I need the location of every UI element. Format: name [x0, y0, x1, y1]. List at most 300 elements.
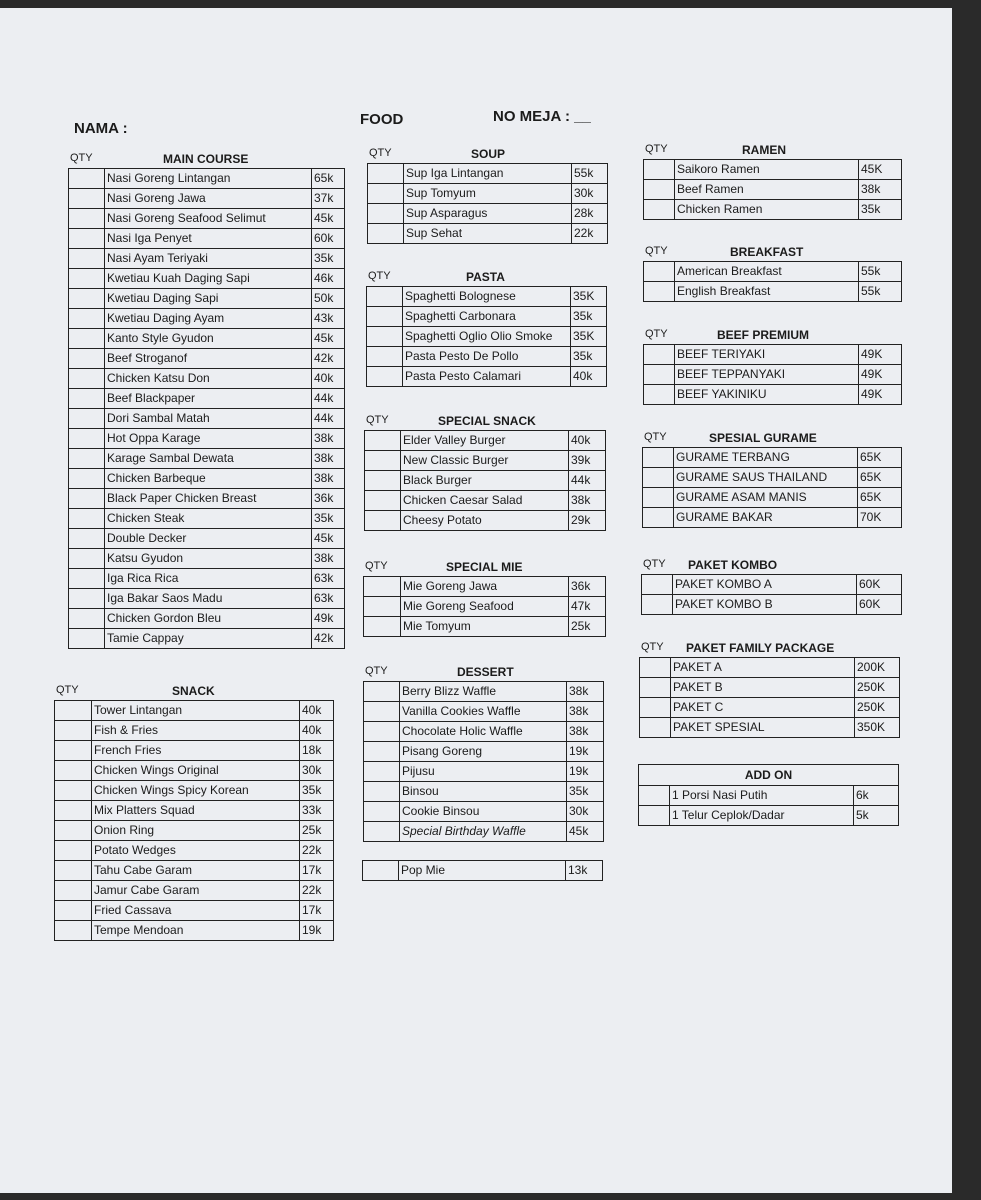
- menu-table: [363, 681, 604, 842]
- item-price: 35k: [571, 347, 607, 367]
- item-price: 35K: [571, 287, 607, 307]
- menu-row: [69, 589, 345, 609]
- qty-input-cell[interactable]: [363, 861, 399, 881]
- qty-input-cell[interactable]: [644, 385, 675, 405]
- item-price: 35k: [300, 781, 334, 801]
- item-name: Kanto Style Gyudon: [105, 329, 312, 349]
- section-title: SOUP: [471, 147, 506, 161]
- menu-row: [644, 282, 902, 302]
- item-name: PAKET A: [671, 658, 855, 678]
- menu-table: [363, 576, 606, 637]
- qty-input-cell[interactable]: [364, 742, 400, 762]
- menu-row: [55, 741, 334, 761]
- item-price: 28k: [572, 204, 608, 224]
- qty-input-cell[interactable]: [365, 511, 401, 531]
- section-main-course: [68, 150, 345, 649]
- menu-row: [69, 269, 345, 289]
- item-name: PAKET KOMBO B: [673, 595, 857, 615]
- item-price: 22k: [572, 224, 608, 244]
- nama-label: NAMA :: [74, 120, 128, 137]
- menu-table: [639, 657, 900, 738]
- menu-row: [644, 200, 902, 220]
- qty-input-cell[interactable]: [364, 722, 400, 742]
- qty-label: QTY: [365, 560, 388, 572]
- qty-input-cell[interactable]: [368, 164, 404, 184]
- qty-input-cell[interactable]: [364, 617, 401, 637]
- item-name: Dori Sambal Matah: [105, 409, 312, 429]
- item-price: 50k: [312, 289, 345, 309]
- item-name: BEEF TERIYAKI: [675, 345, 859, 365]
- section-add-on: [638, 764, 899, 826]
- qty-input-cell[interactable]: [640, 678, 671, 698]
- item-price: 49k: [312, 609, 345, 629]
- item-name: PAKET B: [671, 678, 855, 698]
- item-price: 43k: [312, 309, 345, 329]
- item-name: Vanilla Cookies Waffle: [400, 702, 567, 722]
- item-price: 37k: [312, 189, 345, 209]
- qty-input-cell[interactable]: [69, 469, 105, 489]
- item-name: Spaghetti Carbonara: [403, 307, 571, 327]
- item-price: 35k: [571, 307, 607, 327]
- section-title: BEEF PREMIUM: [717, 328, 810, 342]
- item-name: Sup Iga Lintangan: [404, 164, 572, 184]
- item-price: 49K: [859, 345, 902, 365]
- qty-input-cell[interactable]: [640, 658, 671, 678]
- section-title: PASTA: [466, 270, 505, 284]
- item-name: Kwetiau Daging Sapi: [105, 289, 312, 309]
- menu-row: [55, 881, 334, 901]
- item-name: Katsu Gyudon: [105, 549, 312, 569]
- menu-table: [643, 344, 902, 405]
- item-name: GURAME SAUS THAILAND: [674, 468, 858, 488]
- item-price: 19k: [567, 762, 604, 782]
- food-heading: FOOD: [360, 111, 404, 128]
- qty-input-cell[interactable]: [69, 409, 105, 429]
- menu-row: [364, 822, 604, 842]
- item-price: 250K: [855, 698, 900, 718]
- section-spesial-gurame: [642, 429, 902, 528]
- item-name: Chicken Wings Spicy Korean: [92, 781, 300, 801]
- section-title: RAMEN: [742, 143, 786, 157]
- item-name: Spaghetti Bolognese: [403, 287, 571, 307]
- section-header: [639, 639, 899, 657]
- qty-input-cell[interactable]: [69, 609, 105, 629]
- item-name: Pasta Pesto De Pollo: [403, 347, 571, 367]
- qty-label: QTY: [56, 684, 79, 696]
- menu-row: [365, 491, 606, 511]
- qty-input-cell[interactable]: [367, 307, 403, 327]
- item-price: 35K: [571, 327, 607, 347]
- menu-row: [365, 431, 606, 451]
- qty-label: QTY: [368, 270, 391, 282]
- qty-input-cell[interactable]: [364, 702, 400, 722]
- qty-input-cell[interactable]: [69, 249, 105, 269]
- qty-input-cell[interactable]: [640, 718, 671, 738]
- qty-input-cell[interactable]: [364, 782, 400, 802]
- section-header: [363, 558, 605, 576]
- item-name: Tamie Cappay: [105, 629, 312, 649]
- menu-row: [364, 782, 604, 802]
- qty-input-cell[interactable]: [55, 801, 92, 821]
- item-name: 1 Telur Ceplok/Dadar: [670, 806, 854, 826]
- menu-table: [366, 286, 607, 387]
- section-pop-mie: [362, 860, 603, 881]
- qty-input-cell[interactable]: [55, 741, 92, 761]
- item-price: 40k: [312, 369, 345, 389]
- item-name: Sup Asparagus: [404, 204, 572, 224]
- menu-row: [365, 471, 606, 491]
- item-name: Onion Ring: [92, 821, 300, 841]
- menu-row: [639, 786, 899, 806]
- qty-input-cell[interactable]: [367, 367, 403, 387]
- section-title: SNACK: [172, 684, 215, 698]
- menu-row: [368, 224, 608, 244]
- section-special-mie: [363, 558, 606, 637]
- qty-input-cell[interactable]: [368, 224, 404, 244]
- item-price: 38k: [859, 180, 902, 200]
- item-price: 38k: [312, 429, 345, 449]
- qty-input-cell[interactable]: [639, 806, 670, 826]
- qty-input-cell[interactable]: [69, 389, 105, 409]
- qty-input-cell[interactable]: [69, 489, 105, 509]
- item-name: Chicken Katsu Don: [105, 369, 312, 389]
- qty-input-cell[interactable]: [69, 549, 105, 569]
- qty-input-cell[interactable]: [55, 861, 92, 881]
- menu-row: [367, 347, 607, 367]
- qty-input-cell[interactable]: [644, 282, 675, 302]
- item-price: 46k: [312, 269, 345, 289]
- item-price: 22k: [300, 881, 334, 901]
- item-name: Fish & Fries: [92, 721, 300, 741]
- menu-table: [643, 159, 902, 220]
- item-name: Pop Mie: [399, 861, 566, 881]
- menu-row: [367, 287, 607, 307]
- qty-input-cell[interactable]: [644, 345, 675, 365]
- item-price: 45K: [859, 160, 902, 180]
- item-price: 45k: [312, 209, 345, 229]
- item-name: GURAME BAKAR: [674, 508, 858, 528]
- item-name: Jamur Cabe Garam: [92, 881, 300, 901]
- qty-input-cell[interactable]: [367, 327, 403, 347]
- item-name: Sup Sehat: [404, 224, 572, 244]
- qty-input-cell[interactable]: [69, 209, 105, 229]
- item-price: 38k: [569, 491, 606, 511]
- qty-input-cell[interactable]: [55, 901, 92, 921]
- qty-label: QTY: [644, 431, 667, 443]
- menu-row: [55, 781, 334, 801]
- qty-input-cell[interactable]: [644, 262, 675, 282]
- item-price: 38k: [567, 722, 604, 742]
- menu-row: [642, 575, 902, 595]
- item-name: Saikoro Ramen: [675, 160, 859, 180]
- item-price: 45k: [567, 822, 604, 842]
- qty-input-cell[interactable]: [69, 629, 105, 649]
- qty-input-cell[interactable]: [69, 229, 105, 249]
- menu-order-sheet: [0, 8, 952, 1193]
- qty-input-cell[interactable]: [365, 471, 401, 491]
- item-price: 44k: [312, 389, 345, 409]
- item-price: 60K: [857, 595, 902, 615]
- qty-input-cell[interactable]: [69, 589, 105, 609]
- item-name: Kwetiau Kuah Daging Sapi: [105, 269, 312, 289]
- section-header: [643, 326, 901, 344]
- qty-input-cell[interactable]: [55, 821, 92, 841]
- item-price: 49K: [859, 385, 902, 405]
- qty-input-cell[interactable]: [55, 921, 92, 941]
- item-name: Berry Blizz Waffle: [400, 682, 567, 702]
- item-price: 5k: [854, 806, 899, 826]
- item-name: Mix Platters Squad: [92, 801, 300, 821]
- menu-row: [55, 921, 334, 941]
- item-price: 60K: [857, 575, 902, 595]
- qty-input-cell[interactable]: [69, 169, 105, 189]
- menu-row: [55, 861, 334, 881]
- item-price: 40k: [569, 431, 606, 451]
- item-name: Nasi Iga Penyet: [105, 229, 312, 249]
- item-name: Cookie Binsou: [400, 802, 567, 822]
- item-price: 63k: [312, 589, 345, 609]
- section-title: DESSERT: [457, 665, 514, 679]
- section-snack: [54, 682, 334, 941]
- qty-input-cell[interactable]: [69, 369, 105, 389]
- qty-input-cell[interactable]: [364, 802, 400, 822]
- item-name: Chicken Caesar Salad: [401, 491, 569, 511]
- menu-row: [69, 549, 345, 569]
- qty-input-cell[interactable]: [644, 160, 675, 180]
- item-price: 200K: [855, 658, 900, 678]
- item-name: Chocolate Holic Waffle: [400, 722, 567, 742]
- qty-input-cell[interactable]: [55, 701, 92, 721]
- menu-row: [640, 658, 900, 678]
- qty-input-cell[interactable]: [367, 287, 403, 307]
- item-name: Cheesy Potato: [401, 511, 569, 531]
- menu-table: [638, 785, 899, 826]
- menu-row: [367, 367, 607, 387]
- qty-input-cell[interactable]: [69, 329, 105, 349]
- item-name: PAKET SPESIAL: [671, 718, 855, 738]
- qty-label: QTY: [645, 328, 668, 340]
- item-name: Fried Cassava: [92, 901, 300, 921]
- item-name: Binsou: [400, 782, 567, 802]
- qty-input-cell[interactable]: [69, 449, 105, 469]
- menu-table: [54, 700, 334, 941]
- item-price: 40k: [300, 701, 334, 721]
- item-price: 36k: [312, 489, 345, 509]
- section-title: SPECIAL SNACK: [438, 414, 536, 428]
- menu-row: [69, 449, 345, 469]
- item-name: Nasi Goreng Jawa: [105, 189, 312, 209]
- menu-row: [55, 801, 334, 821]
- section-beef-premium: [643, 326, 902, 405]
- section-paket-family: [639, 639, 900, 738]
- item-name: Special Birthday Waffle: [400, 822, 567, 842]
- menu-row: [644, 345, 902, 365]
- item-name: Double Decker: [105, 529, 312, 549]
- qty-input-cell[interactable]: [368, 204, 404, 224]
- item-name: New Classic Burger: [401, 451, 569, 471]
- menu-row: [69, 569, 345, 589]
- item-name: Pasta Pesto Calamari: [403, 367, 571, 387]
- qty-input-cell[interactable]: [643, 468, 674, 488]
- item-name: GURAME TERBANG: [674, 448, 858, 468]
- qty-input-cell[interactable]: [364, 762, 400, 782]
- item-price: 63k: [312, 569, 345, 589]
- item-name: English Breakfast: [675, 282, 859, 302]
- menu-row: [55, 761, 334, 781]
- menu-row: [642, 595, 902, 615]
- qty-input-cell[interactable]: [367, 347, 403, 367]
- qty-input-cell[interactable]: [55, 841, 92, 861]
- qty-label: QTY: [365, 665, 388, 677]
- item-name: Iga Bakar Saos Madu: [105, 589, 312, 609]
- qty-input-cell[interactable]: [640, 698, 671, 718]
- item-price: 33k: [300, 801, 334, 821]
- qty-input-cell[interactable]: [55, 881, 92, 901]
- menu-row: [55, 841, 334, 861]
- menu-row: [69, 289, 345, 309]
- item-price: 18k: [300, 741, 334, 761]
- qty-label: QTY: [369, 147, 392, 159]
- item-name: Karage Sambal Dewata: [105, 449, 312, 469]
- item-price: 39k: [569, 451, 606, 471]
- menu-row: [368, 204, 608, 224]
- section-header: [643, 141, 901, 159]
- item-price: 38k: [567, 702, 604, 722]
- qty-input-cell[interactable]: [368, 184, 404, 204]
- qty-input-cell[interactable]: [365, 451, 401, 471]
- item-price: 60k: [312, 229, 345, 249]
- qty-input-cell[interactable]: [69, 429, 105, 449]
- qty-input-cell[interactable]: [55, 781, 92, 801]
- menu-row: [69, 349, 345, 369]
- menu-table: [364, 430, 606, 531]
- item-price: 35k: [859, 200, 902, 220]
- qty-input-cell[interactable]: [643, 488, 674, 508]
- item-price: 45k: [312, 329, 345, 349]
- menu-row: [364, 742, 604, 762]
- menu-row: [367, 327, 607, 347]
- qty-input-cell[interactable]: [644, 200, 675, 220]
- section-header: [367, 145, 607, 163]
- menu-row: [644, 160, 902, 180]
- section-header: [68, 150, 344, 168]
- qty-input-cell[interactable]: [365, 431, 401, 451]
- menu-row: [69, 309, 345, 329]
- menu-row: [69, 369, 345, 389]
- qty-input-cell[interactable]: [365, 491, 401, 511]
- menu-row: [640, 678, 900, 698]
- qty-input-cell[interactable]: [642, 595, 673, 615]
- item-name: Chicken Steak: [105, 509, 312, 529]
- menu-row: [363, 861, 603, 881]
- qty-input-cell[interactable]: [364, 577, 401, 597]
- qty-input-cell[interactable]: [69, 509, 105, 529]
- item-price: 25k: [300, 821, 334, 841]
- menu-row: [55, 701, 334, 721]
- menu-row: [367, 307, 607, 327]
- section-paket-kombo: [641, 556, 902, 615]
- section-header: [366, 268, 606, 286]
- menu-row: [364, 682, 604, 702]
- qty-input-cell[interactable]: [364, 597, 401, 617]
- item-price: 40k: [300, 721, 334, 741]
- qty-input-cell[interactable]: [69, 269, 105, 289]
- section-ramen: [643, 141, 902, 220]
- qty-input-cell[interactable]: [642, 575, 673, 595]
- qty-input-cell[interactable]: [69, 569, 105, 589]
- section-title: SPESIAL GURAME: [709, 431, 817, 445]
- item-price: 49K: [859, 365, 902, 385]
- menu-row: [643, 448, 902, 468]
- qty-input-cell[interactable]: [643, 508, 674, 528]
- menu-row: [69, 469, 345, 489]
- item-price: 55k: [859, 282, 902, 302]
- qty-input-cell[interactable]: [643, 448, 674, 468]
- item-price: 38k: [312, 549, 345, 569]
- qty-input-cell[interactable]: [69, 189, 105, 209]
- qty-input-cell[interactable]: [69, 349, 105, 369]
- item-price: 250K: [855, 678, 900, 698]
- item-price: 47k: [569, 597, 606, 617]
- qty-input-cell[interactable]: [364, 682, 400, 702]
- qty-input-cell[interactable]: [644, 365, 675, 385]
- item-price: 350K: [855, 718, 900, 738]
- qty-input-cell[interactable]: [364, 822, 400, 842]
- menu-row: [643, 488, 902, 508]
- menu-row: [69, 529, 345, 549]
- menu-table: [642, 447, 902, 528]
- qty-input-cell[interactable]: [55, 761, 92, 781]
- item-price: 40k: [571, 367, 607, 387]
- menu-row: [55, 721, 334, 741]
- item-price: 25k: [569, 617, 606, 637]
- qty-input-cell[interactable]: [639, 786, 670, 806]
- item-name: Tahu Cabe Garam: [92, 861, 300, 881]
- item-price: 30k: [300, 761, 334, 781]
- menu-row: [69, 329, 345, 349]
- item-name: Beef Blackpaper: [105, 389, 312, 409]
- section-title: ADD ON: [638, 764, 899, 785]
- item-name: Kwetiau Daging Ayam: [105, 309, 312, 329]
- section-title: PAKET KOMBO: [688, 558, 778, 572]
- item-price: 70K: [858, 508, 902, 528]
- section-breakfast: [643, 243, 902, 302]
- item-name: Black Paper Chicken Breast: [105, 489, 312, 509]
- menu-row: [69, 209, 345, 229]
- menu-row: [644, 262, 902, 282]
- menu-row: [640, 698, 900, 718]
- item-price: 55k: [859, 262, 902, 282]
- qty-input-cell[interactable]: [55, 721, 92, 741]
- item-name: PAKET C: [671, 698, 855, 718]
- qty-input-cell[interactable]: [69, 309, 105, 329]
- section-header: [364, 412, 605, 430]
- qty-label: QTY: [645, 143, 668, 155]
- item-price: 17k: [300, 861, 334, 881]
- item-price: 35k: [312, 249, 345, 269]
- item-name: Hot Oppa Karage: [105, 429, 312, 449]
- qty-input-cell[interactable]: [69, 289, 105, 309]
- section-special-snack: [364, 412, 606, 531]
- item-price: 44k: [569, 471, 606, 491]
- item-name: Chicken Barbeque: [105, 469, 312, 489]
- qty-input-cell[interactable]: [644, 180, 675, 200]
- qty-input-cell[interactable]: [69, 529, 105, 549]
- item-name: PAKET KOMBO A: [673, 575, 857, 595]
- item-price: 42k: [312, 349, 345, 369]
- item-price: 35k: [312, 509, 345, 529]
- item-name: 1 Porsi Nasi Putih: [670, 786, 854, 806]
